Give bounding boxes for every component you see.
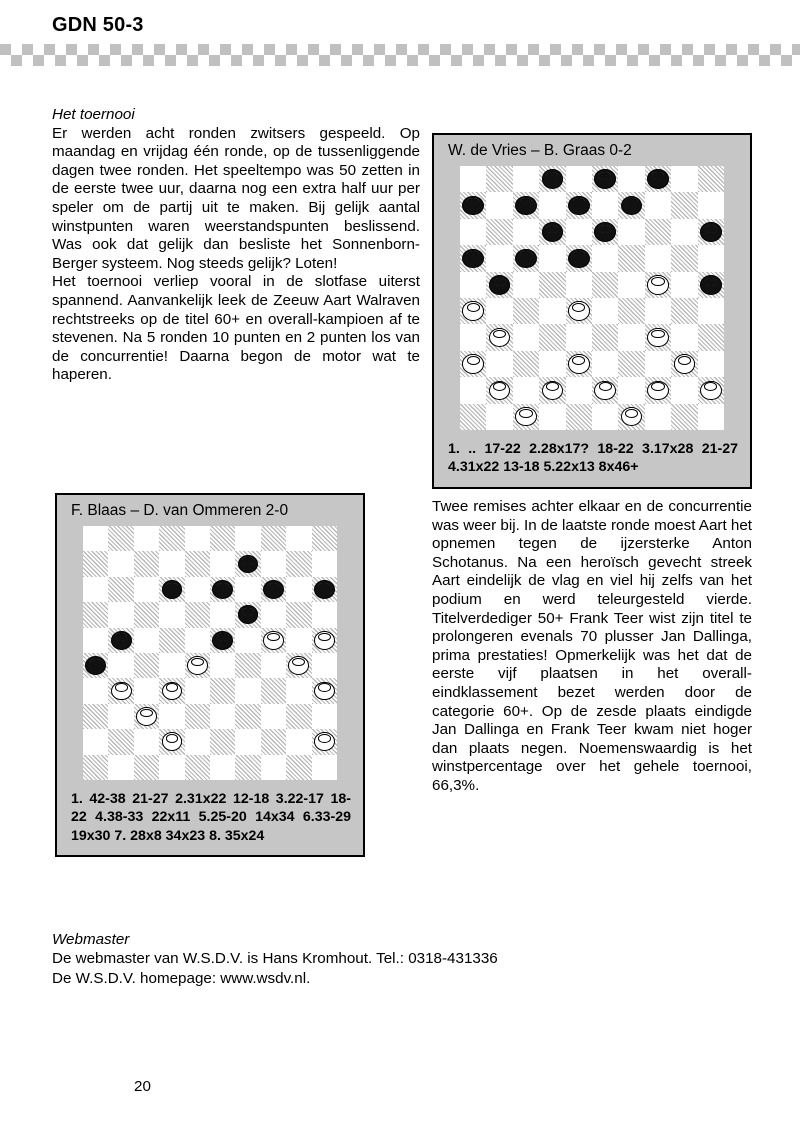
diagram-2-moves: 1. 42-38 21-27 2.31x22 12-18 3.22-17 18-22 4.38-33 22x11 5.25-20 14x34 6.33-29 19x30 7. 28x8 34x23 8. 35x24 [71, 790, 351, 844]
board-square [185, 755, 210, 780]
board-square [671, 166, 697, 192]
board-square [108, 551, 133, 576]
board-square [486, 298, 512, 324]
white-piece [462, 354, 484, 374]
board-square [566, 272, 592, 298]
black-piece [263, 580, 284, 599]
board-square [460, 245, 486, 271]
board-square [645, 377, 671, 403]
black-piece [594, 169, 616, 189]
board-square [185, 628, 210, 653]
board-square [108, 729, 133, 754]
board-square [566, 377, 592, 403]
board-square [312, 628, 337, 653]
board-square [460, 272, 486, 298]
board-square [286, 729, 311, 754]
board-square [592, 166, 618, 192]
footer-webmaster [52, 930, 652, 989]
white-piece [515, 407, 537, 427]
board-square [134, 729, 159, 754]
white-piece [314, 631, 335, 650]
white-piece [647, 381, 669, 401]
board-square [134, 577, 159, 602]
white-piece [489, 381, 511, 401]
board-square [159, 551, 184, 576]
board-square [185, 602, 210, 627]
section-heading: Het toernooi [52, 106, 135, 123]
black-piece [700, 275, 722, 295]
board-square [618, 298, 644, 324]
white-piece [136, 707, 157, 726]
black-piece [700, 222, 722, 242]
board-square [460, 298, 486, 324]
board-square [134, 678, 159, 703]
diagram-2-board-wrap [57, 526, 363, 780]
page-title: GDN 50-3 [52, 14, 144, 36]
board-square [108, 628, 133, 653]
board-square [83, 678, 108, 703]
board-square [698, 219, 724, 245]
paragraph-1: Er werden acht ronden zwitsers gespeeld. Op maandag en vrijdag één ronde, op de tussenliggende dagen twee ronden. Het speeltempo was 50 zetten in de eerste twee uur, daarna nog een extra half uur per speler om de partij uit te maken. Bij gelijk aantal winstpunten waren weerstandspunten beslissend. Was ook dat gelijk dan besliste het Sonnenborn- Berger systeem. Nog steeds gelijk? Loten! [52, 124, 420, 272]
black-piece [238, 555, 259, 574]
white-piece [462, 301, 484, 321]
board-square [185, 653, 210, 678]
black-piece [238, 605, 259, 624]
board-square [539, 219, 565, 245]
diagram-2-title: F. Blaas – D. van Ommeren 2-0 [71, 502, 289, 519]
board-square [134, 602, 159, 627]
board-square [210, 653, 235, 678]
board-square [261, 729, 286, 754]
board-square [235, 551, 260, 576]
board-square [261, 678, 286, 703]
board-square [486, 351, 512, 377]
board-square [235, 678, 260, 703]
white-piece [489, 328, 511, 348]
white-piece [162, 732, 183, 751]
board-square [486, 377, 512, 403]
board-square [618, 404, 644, 430]
board-square [592, 324, 618, 350]
board-square [159, 602, 184, 627]
board-square [261, 551, 286, 576]
board-square [671, 219, 697, 245]
board-square [108, 755, 133, 780]
board-square [671, 245, 697, 271]
board-square [671, 272, 697, 298]
board-square [312, 704, 337, 729]
board-square [566, 192, 592, 218]
board-square [698, 192, 724, 218]
board-square [108, 678, 133, 703]
black-piece [462, 196, 484, 216]
board-square [261, 653, 286, 678]
board-square [486, 245, 512, 271]
board-square [261, 602, 286, 627]
page-header [0, 0, 800, 70]
board-square [210, 678, 235, 703]
board-square [671, 377, 697, 403]
black-piece [542, 222, 564, 242]
board-square [210, 526, 235, 551]
board-square [513, 272, 539, 298]
white-piece [314, 682, 335, 701]
draughts-board-1 [460, 166, 724, 430]
board-square [261, 577, 286, 602]
board-square [286, 678, 311, 703]
board-square [592, 298, 618, 324]
board-square [618, 351, 644, 377]
board-square [185, 526, 210, 551]
board-square [460, 377, 486, 403]
board-square [460, 219, 486, 245]
black-piece [542, 169, 564, 189]
paragraph-2: Het toernooi verliep vooral in de slotfase uiterst spannend. Aanvankelijk leek de Zeeuw Aart Walraven rechtstreeks op de titel 60+ en overall-kampioen af te stevenen. Na 5 ronden 10 punten en 2 punten los van de concurrentie! Daarna begon de motor wat te haperen. [52, 273, 420, 384]
board-square [134, 628, 159, 653]
board-square [83, 653, 108, 678]
board-square [83, 577, 108, 602]
black-piece [489, 275, 511, 295]
white-piece [542, 381, 564, 401]
black-piece [462, 249, 484, 269]
white-piece [568, 301, 590, 321]
board-square [159, 653, 184, 678]
diagram-1-moves: 1. .. 17-22 2.28x17? 18-22 3.17x28 21-27 4.31x22 13-18 5.22x13 8x46+ [448, 440, 738, 476]
board-square [698, 324, 724, 350]
board-square [83, 526, 108, 551]
board-square [210, 551, 235, 576]
board-square [210, 628, 235, 653]
board-square [592, 272, 618, 298]
board-square [539, 324, 565, 350]
footer-heading: Webmaster [52, 931, 130, 948]
board-square [486, 324, 512, 350]
board-square [645, 404, 671, 430]
board-square [698, 272, 724, 298]
footer-line-2: De W.S.D.V. homepage: www.wsdv.nl. [52, 970, 311, 987]
board-square [698, 404, 724, 430]
board-square [286, 653, 311, 678]
board-square [513, 351, 539, 377]
board-square [235, 755, 260, 780]
page-number: 20 [134, 1078, 151, 1095]
board-square [698, 377, 724, 403]
board-square [513, 245, 539, 271]
board-square [592, 377, 618, 403]
board-square [671, 192, 697, 218]
black-piece [647, 169, 669, 189]
board-square [312, 729, 337, 754]
board-square [286, 602, 311, 627]
board-square [618, 192, 644, 218]
board-square [618, 219, 644, 245]
diagram-1-title: W. de Vries – B. Graas 0-2 [448, 142, 632, 159]
white-piece [594, 381, 616, 401]
board-square [566, 245, 592, 271]
footer-line-1: De webmaster van W.S.D.V. is Hans Kromhout. Tel.: 0318-431336 [52, 950, 498, 967]
board-square [645, 245, 671, 271]
board-square [645, 166, 671, 192]
board-square [460, 192, 486, 218]
board-square [513, 219, 539, 245]
board-square [286, 755, 311, 780]
board-square [592, 192, 618, 218]
draughts-board-2 [83, 526, 337, 780]
board-square [513, 404, 539, 430]
board-square [159, 755, 184, 780]
diagram-1-board-wrap [434, 166, 750, 430]
board-square [286, 704, 311, 729]
board-square [312, 678, 337, 703]
board-square [185, 729, 210, 754]
board-square [645, 192, 671, 218]
black-piece [621, 196, 643, 216]
black-piece [85, 656, 106, 675]
board-square [671, 324, 697, 350]
board-square [159, 526, 184, 551]
board-square [618, 377, 644, 403]
board-square [83, 704, 108, 729]
board-square [645, 324, 671, 350]
board-square [312, 602, 337, 627]
board-square [210, 729, 235, 754]
white-piece [568, 354, 590, 374]
board-square [210, 755, 235, 780]
article-left-column-top [52, 106, 420, 385]
board-square [645, 272, 671, 298]
board-square [566, 404, 592, 430]
board-square [513, 377, 539, 403]
board-square [210, 704, 235, 729]
black-piece [111, 631, 132, 650]
diagram-de-vries-graas [432, 133, 752, 489]
board-square [513, 192, 539, 218]
board-square [261, 755, 286, 780]
board-square [83, 729, 108, 754]
checkerboard-rule-icon [0, 44, 800, 66]
black-piece [515, 196, 537, 216]
board-square [312, 755, 337, 780]
board-square [312, 551, 337, 576]
black-piece [314, 580, 335, 599]
board-square [312, 577, 337, 602]
board-square [210, 577, 235, 602]
board-square [159, 704, 184, 729]
board-square [539, 166, 565, 192]
board-square [513, 166, 539, 192]
board-square [159, 628, 184, 653]
board-square [286, 526, 311, 551]
board-square [513, 298, 539, 324]
white-piece [187, 656, 208, 675]
board-square [566, 324, 592, 350]
board-square [592, 351, 618, 377]
board-square [592, 245, 618, 271]
board-square [539, 377, 565, 403]
black-piece [212, 631, 233, 650]
board-square [134, 551, 159, 576]
board-square [312, 653, 337, 678]
board-square [83, 602, 108, 627]
black-piece [515, 249, 537, 269]
board-square [83, 628, 108, 653]
board-square [671, 404, 697, 430]
board-square [566, 351, 592, 377]
board-square [460, 351, 486, 377]
white-piece [674, 354, 696, 374]
board-square [286, 628, 311, 653]
board-square [566, 219, 592, 245]
board-square [185, 678, 210, 703]
board-square [261, 704, 286, 729]
board-square [286, 577, 311, 602]
board-square [108, 602, 133, 627]
black-piece [212, 580, 233, 599]
black-piece [568, 196, 590, 216]
board-square [159, 729, 184, 754]
board-square [460, 324, 486, 350]
white-piece [647, 328, 669, 348]
board-square [539, 404, 565, 430]
board-square [261, 628, 286, 653]
board-square [671, 351, 697, 377]
board-square [566, 166, 592, 192]
board-square [185, 704, 210, 729]
board-square [698, 166, 724, 192]
board-square [134, 704, 159, 729]
board-square [592, 404, 618, 430]
board-square [108, 704, 133, 729]
board-square [618, 324, 644, 350]
board-square [618, 272, 644, 298]
board-square [83, 551, 108, 576]
board-square [108, 653, 133, 678]
board-square [698, 351, 724, 377]
board-square [134, 653, 159, 678]
board-square [460, 404, 486, 430]
board-square [645, 219, 671, 245]
board-square [539, 245, 565, 271]
board-square [185, 577, 210, 602]
board-square [235, 602, 260, 627]
black-piece [568, 249, 590, 269]
board-square [618, 166, 644, 192]
board-square [108, 526, 133, 551]
white-piece [162, 682, 183, 701]
board-square [83, 755, 108, 780]
board-square [592, 219, 618, 245]
board-square [134, 526, 159, 551]
board-square [159, 678, 184, 703]
board-square [134, 755, 159, 780]
board-square [566, 298, 592, 324]
board-square [286, 551, 311, 576]
article-right-column-bottom [432, 498, 752, 796]
board-square [159, 577, 184, 602]
black-piece [162, 580, 183, 599]
board-square [671, 298, 697, 324]
board-square [460, 166, 486, 192]
white-piece [111, 682, 132, 701]
white-piece [647, 275, 669, 295]
board-square [698, 298, 724, 324]
board-square [486, 166, 512, 192]
board-square [486, 272, 512, 298]
board-square [312, 526, 337, 551]
board-square [698, 245, 724, 271]
board-square [539, 192, 565, 218]
white-piece [288, 656, 309, 675]
board-square [235, 628, 260, 653]
board-square [513, 324, 539, 350]
diagram-blaas-van-ommeren [55, 493, 365, 857]
board-square [108, 577, 133, 602]
white-piece [314, 732, 335, 751]
board-square [210, 602, 235, 627]
white-piece [263, 631, 284, 650]
board-square [645, 351, 671, 377]
board-square [539, 272, 565, 298]
board-square [235, 704, 260, 729]
board-square [618, 245, 644, 271]
board-square [486, 219, 512, 245]
paragraph-3: Twee remises achter elkaar en de concurrentie was weer bij. In de laatste ronde moest Aart het opnemen tegen de ijzersterke Anton Schotanus. Na een heroïsch gevecht streek Aart eindelijk de vlag en viel hij zelfs van het podium en werd teleurgesteld vierde. Titelverdediger 50+ Frank Teer wist zijn titel te prolongeren evenals 70 plusser Jan Dallinga, prima prestaties! Opmerkelijk was het dat de eerste vijf plaatsen in het overall-eindklassement bezet werden door de categorie 60+. Op de zesde plaats eindigde Jan Dallinga en Frank Teer kwam niet hoger dan plaats negen. Noemenswaardig is het winstpercentage over het gehele toernooi, 66,3%. [432, 498, 752, 794]
board-square [645, 298, 671, 324]
board-square [486, 404, 512, 430]
board-square [235, 653, 260, 678]
white-piece [700, 381, 722, 401]
board-square [235, 577, 260, 602]
board-square [185, 551, 210, 576]
board-square [261, 526, 286, 551]
board-square [539, 298, 565, 324]
white-piece [621, 407, 643, 427]
board-square [235, 729, 260, 754]
black-piece [594, 222, 616, 242]
board-square [486, 192, 512, 218]
board-square [539, 351, 565, 377]
board-square [235, 526, 260, 551]
